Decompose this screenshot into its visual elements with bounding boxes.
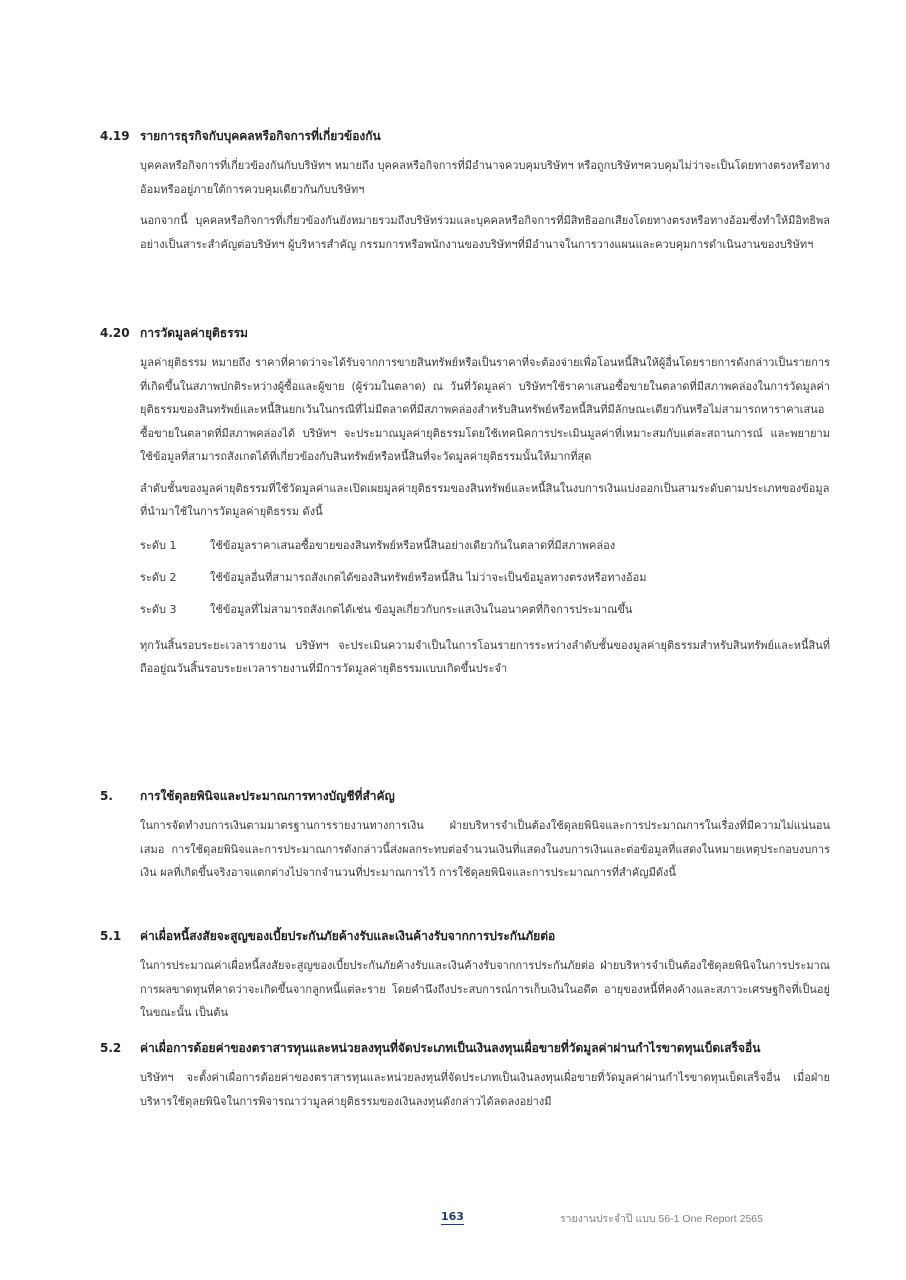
paragraph: นอกจากนี้ บุคคลหรือกิจการที่เกี่ยวข้องกันยังหมายรวมถึงบริษัทร่วมและบุคคลหรือกิจการที่มีสิทธิออกเสียงโดยทางตรงหรือทางอ้อมซึ่งทำให้มีอิทธิพลอย่างเป็นสาระสำคัญต่อบริษัทฯ ผู้บริหารสำคัญ กรรมการหรือพนักงานของบริษัทฯที่มีอำนาจในการวางแผนและควบคุมการดำเนินงานของบริษัทฯ — [140, 214, 830, 251]
section-title: รายการธุรกิจกับบุคคลหรือกิจการที่เกี่ยวข้องกัน — [140, 129, 381, 143]
level-row — [140, 562, 830, 594]
level-row — [140, 594, 830, 626]
level-row — [140, 530, 830, 562]
paragraph: บริษัทฯ จะตั้งค่าเผื่อการด้อยค่าของตราสารทุนและหน่วยลงทุนที่จัดประเภทเป็นเงินลงทุนเผื่อขายที่วัดมูลค่าผ่านกำไรขาดทุนเบ็ดเสร็จอื่น เมื่อฝ่ายบริหารใช้ดุลยพินิจในการพิจารณาว่ามูลค่ายุติธรรมของเงินลงทุนดังกล่าวได้ลดลงอย่างมี — [140, 1071, 830, 1108]
level-description: ใช้ข้อมูลราคาเสนอซื้อขายของสินทรัพย์หรือหนี้สินอย่างเดียวกันในตลาดที่มีสภาพคล่อง — [210, 538, 616, 552]
level-label: ระดับ 2 — [140, 570, 177, 584]
section-5-1 — [100, 926, 830, 1025]
level-label: ระดับ 3 — [140, 602, 177, 616]
section-number: 5.2 — [100, 1041, 122, 1055]
paragraph: มูลค่ายุติธรรม หมายถึง ราคาที่คาดว่าจะได้รับจากการขายสินทรัพย์หรือเป็นราคาที่จะต้องจ่ายเพื่อโอนหนี้สินให้ผู้อื่นโดยรายการดังกล่าวเป็นรายการที่เกิดขึ้นในสภาพปกติระหว่างผู้ซื้อและผู้ขาย (ผู้ร่วมในตลาด) ณ วันที่วัดมูลค่า บริษัทฯใช้ราคาเสนอซื้อขายในตลาดที่มีสภาพคล่องในการวัดมูลค่ายุติธรรมของสินทรัพย์และหนี้สินยกเว้นในกรณีที่ไม่มีตลาดที่มีสภาพคล่องสำหรับสินทรัพย์หรือหนี้สินที่มีลักษณะเดียวกันหรือไม่สามารถหาราคาเสนอซื้อขายในตลาดที่มีสภาพคล่องได้ บริษัทฯ จะประมาณมูลค่ายุติธรรมโดยใช้เทคนิคการประเมินมูลค่าที่เหมาะสมกับแต่ละสถานการณ์ และพยายามใช้ข้อมูลที่สามารถสังเกตได้ที่เกี่ยวข้องกับสินทรัพย์หรือหนี้สินที่จะวัดมูลค่ายุติธรรมนั้นให้มากที่สุด — [140, 356, 830, 463]
section-number: 5.1 — [100, 929, 122, 943]
section-4-19 — [100, 126, 830, 256]
section-heading — [100, 126, 830, 146]
section-number: 5. — [100, 789, 113, 803]
section-title: ค่าเผื่อหนี้สงสัยจะสูญของเบี้ยประกันภัยค้างรับและเงินค้างรับจากการประกันภัยต่อ — [140, 929, 556, 943]
section-5 — [100, 786, 830, 885]
section-title: ค่าเผื่อการด้อยค่าของตราสารทุนและหน่วยลงทุนที่จัดประเภทเป็นเงินลงทุนเผื่อขายที่วัดมูลค่าผ่านกำไรขาดทุนเบ็ดเสร็จอื่น — [140, 1041, 761, 1055]
level-description: ใช้ข้อมูลอื่นที่สามารถสังเกตได้ของสินทรัพย์หรือหนี้สิน ไม่ว่าจะเป็นข้อมูลทางตรงหรือทางอ้อม — [210, 570, 647, 584]
page-number: 163 — [441, 1210, 464, 1223]
section-5-2 — [100, 1038, 830, 1113]
section-title: การวัดมูลค่ายุติธรรม — [140, 326, 248, 340]
level-description: ใช้ข้อมูลที่ไม่สามารถสังเกตได้เช่น ข้อมูลเกี่ยวกับกระแสเงินในอนาคตที่กิจการประมาณขึ้น — [210, 602, 633, 616]
section-title: การใช้ดุลยพินิจและประมาณการทางบัญชีที่สำคัญ — [140, 789, 395, 803]
section-number: 4.20 — [100, 326, 130, 340]
paragraph: บุคคลหรือกิจการที่เกี่ยวข้องกันกับบริษัทฯ หมายถึง บุคคลหรือกิจการที่มีอำนาจควบคุมบริษัทฯ หรือถูกบริษัทฯควบคุมไม่ว่าจะเป็นโดยทางตรงหรือทางอ้อมหรืออยู่ภายใต้การควบคุมเดียวกันกับบริษัทฯ — [140, 159, 830, 196]
paragraph: ในการประมาณค่าเผื่อหนี้สงสัยจะสูญของเบี้ยประกันภัยค้างรับและเงินค้างรับจากการประกันภัยต่อ ฝ่ายบริหารจำเป็นต้องใช้ดุลยพินิจในการประมาณการผลขาดทุนที่คาดว่าจะเกิดขึ้นจากลูกหนี้แต่ละราย โดยคำนึงถึงประสบการณ์การเก็บเงินในอดีต อายุของหนี้ที่คงค้างและสภาวะเศรษฐกิจที่เป็นอยู่ในขณะนั้น เป็นต้น — [140, 959, 830, 1019]
paragraph: ลำดับชั้นของมูลค่ายุติธรรมที่ใช้วัดมูลค่าและเปิดเผยมูลค่ายุติธรรมของสินทรัพย์และหนี้สินในงบการเงินแบ่งออกเป็นสามระดับตามประเภทของข้อมูลที่นำมาใช้ในการวัดมูลค่ายุติธรรม ดังนี้ — [140, 481, 830, 518]
section-heading — [100, 323, 830, 343]
fair-value-levels — [100, 530, 830, 626]
section-heading — [100, 1038, 830, 1058]
paragraph: ทุกวันสิ้นรอบระยะเวลารายงาน บริษัทฯ จะประเมินความจำเป็นในการโอนรายการระหว่างลำดับชั้นของมูลค่ายุติธรรมสำหรับสินทรัพย์และหนี้สินที่ถืออยู่ณวันสิ้นรอบระยะเวลารายงานที่มีการวัดมูลค่ายุติธรรมแบบเกิดขึ้นประจำ — [140, 638, 830, 675]
paragraph: ในการจัดทำงบการเงินตามมาตรฐานการรายงานทางการเงิน ฝ่ายบริหารจำเป็นต้องใช้ดุลยพินิจและการประมาณการในเรื่องที่มีความไม่แน่นอนเสมอ การใช้ดุลยพินิจและการประมาณการดังกล่าวนี้ส่งผลกระทบต่อจำนวนเงินที่แสดงในงบการเงินและต่อข้อมูลที่แสดงในหมายเหตุประกอบงบการเงิน ผลที่เกิดขึ้นจริงอาจแตกต่างไปจากจำนวนที่ประมาณการไว้ การใช้ดุลยพินิจและการประมาณการที่สำคัญมีดังนี้ — [140, 819, 830, 879]
section-heading — [100, 786, 830, 806]
report-title: รายงานประจำปี แบบ 56-1 One Report 2565 — [560, 1213, 763, 1225]
section-heading — [100, 926, 830, 946]
level-label: ระดับ 1 — [140, 538, 177, 552]
section-4-20 — [100, 323, 830, 681]
section-number: 4.19 — [100, 129, 130, 143]
